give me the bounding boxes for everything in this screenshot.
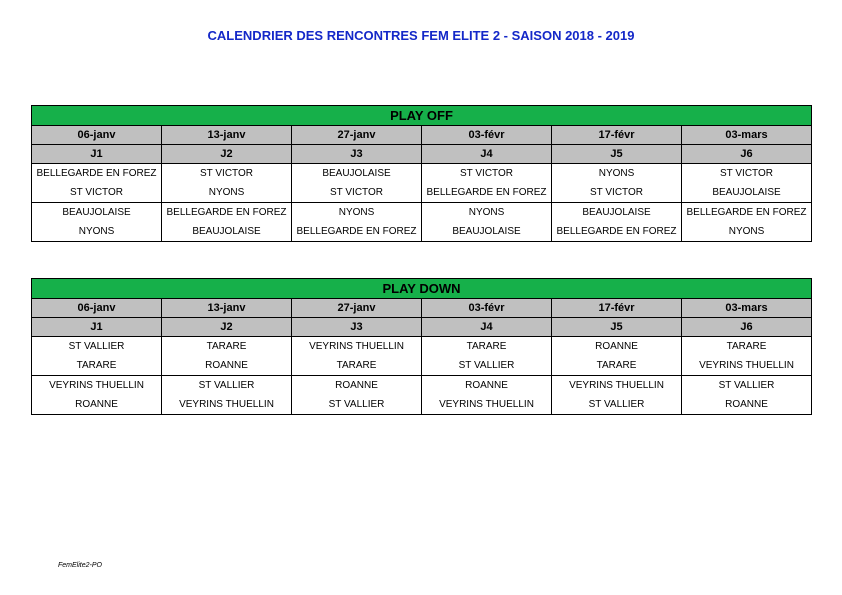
team-cell: ST VALLIER bbox=[32, 337, 162, 357]
team-cell: VEYRINS THUELLIN bbox=[32, 376, 162, 396]
date-header-row bbox=[32, 299, 812, 318]
team-cell: ROANNE bbox=[292, 376, 422, 396]
team-cell: TARARE bbox=[422, 337, 552, 357]
date-header: 03-févr bbox=[422, 299, 552, 318]
team-cell: BEAUJOLAISE bbox=[162, 222, 292, 242]
section-title: PLAY OFF bbox=[32, 106, 812, 126]
team-cell: ROANNE bbox=[32, 395, 162, 415]
team-cell: NYONS bbox=[292, 203, 422, 223]
matchday-header: J3 bbox=[292, 145, 422, 164]
date-header: 03-févr bbox=[422, 126, 552, 145]
team-cell: ST VALLIER bbox=[422, 356, 552, 376]
play-off-table bbox=[31, 105, 812, 242]
team-cell: ROANNE bbox=[162, 356, 292, 376]
date-header: 06-janv bbox=[32, 126, 162, 145]
matchday-header: J5 bbox=[552, 318, 682, 337]
date-header: 13-janv bbox=[162, 126, 292, 145]
team-cell: BELLEGARDE EN FOREZ bbox=[162, 203, 292, 223]
table-row bbox=[32, 395, 812, 415]
team-cell: VEYRINS THUELLIN bbox=[292, 337, 422, 357]
matchday-header: J2 bbox=[162, 145, 292, 164]
team-cell: NYONS bbox=[162, 183, 292, 203]
team-cell: TARARE bbox=[162, 337, 292, 357]
date-header: 27-janv bbox=[292, 126, 422, 145]
date-header: 17-févr bbox=[552, 126, 682, 145]
team-cell: ROANNE bbox=[552, 337, 682, 357]
team-cell: BELLEGARDE EN FOREZ bbox=[292, 222, 422, 242]
team-cell: BEAUJOLAISE bbox=[552, 203, 682, 223]
team-cell: BEAUJOLAISE bbox=[292, 164, 422, 184]
team-cell: VEYRINS THUELLIN bbox=[682, 356, 812, 376]
team-cell: BELLEGARDE EN FOREZ bbox=[682, 203, 812, 223]
team-cell: ST VICTOR bbox=[162, 164, 292, 184]
team-cell: ST VICTOR bbox=[552, 183, 682, 203]
team-cell: NYONS bbox=[32, 222, 162, 242]
section-header-row bbox=[32, 106, 812, 126]
table-row bbox=[32, 164, 812, 184]
matchday-header: J3 bbox=[292, 318, 422, 337]
matchday-header-row bbox=[32, 318, 812, 337]
matchday-header: J2 bbox=[162, 318, 292, 337]
date-header: 03-mars bbox=[682, 299, 812, 318]
date-header: 27-janv bbox=[292, 299, 422, 318]
matchday-header-row bbox=[32, 145, 812, 164]
table-row bbox=[32, 222, 812, 242]
team-cell: NYONS bbox=[552, 164, 682, 184]
team-cell: BEAUJOLAISE bbox=[32, 203, 162, 223]
team-cell: ST VALLIER bbox=[682, 376, 812, 396]
team-cell: TARARE bbox=[292, 356, 422, 376]
team-cell: ST VICTOR bbox=[292, 183, 422, 203]
date-header: 13-janv bbox=[162, 299, 292, 318]
page-title: CALENDRIER DES RENCONTRES FEM ELITE 2 - SAISON 2018 - 2019 bbox=[207, 28, 635, 43]
team-cell: ST VICTOR bbox=[422, 164, 552, 184]
team-cell: ST VALLIER bbox=[552, 395, 682, 415]
team-cell: VEYRINS THUELLIN bbox=[162, 395, 292, 415]
team-cell: BELLEGARDE EN FOREZ bbox=[552, 222, 682, 242]
team-cell: ST VALLIER bbox=[292, 395, 422, 415]
section-title: PLAY DOWN bbox=[32, 279, 812, 299]
team-cell: TARARE bbox=[32, 356, 162, 376]
matchday-header: J6 bbox=[682, 318, 812, 337]
team-cell: NYONS bbox=[682, 222, 812, 242]
team-cell: ST VICTOR bbox=[32, 183, 162, 203]
team-cell: BELLEGARDE EN FOREZ bbox=[422, 183, 552, 203]
table-row bbox=[32, 183, 812, 203]
matchday-header: J5 bbox=[552, 145, 682, 164]
team-cell: ST VICTOR bbox=[682, 164, 812, 184]
team-cell: BEAUJOLAISE bbox=[682, 183, 812, 203]
matchday-header: J4 bbox=[422, 145, 552, 164]
team-cell: TARARE bbox=[682, 337, 812, 357]
table-row bbox=[32, 356, 812, 376]
play-down-table bbox=[31, 278, 812, 415]
footer-note: FemElite2-PO bbox=[58, 562, 102, 569]
table-row bbox=[32, 337, 812, 357]
date-header-row bbox=[32, 126, 812, 145]
matchday-header: J1 bbox=[32, 318, 162, 337]
team-cell: BELLEGARDE EN FOREZ bbox=[32, 164, 162, 184]
team-cell: VEYRINS THUELLIN bbox=[552, 376, 682, 396]
team-cell: TARARE bbox=[552, 356, 682, 376]
section-header-row bbox=[32, 279, 812, 299]
team-cell: ROANNE bbox=[422, 376, 552, 396]
date-header: 06-janv bbox=[32, 299, 162, 318]
table-row bbox=[32, 203, 812, 223]
team-cell: VEYRINS THUELLIN bbox=[422, 395, 552, 415]
team-cell: ROANNE bbox=[682, 395, 812, 415]
team-cell: BEAUJOLAISE bbox=[422, 222, 552, 242]
team-cell: ST VALLIER bbox=[162, 376, 292, 396]
date-header: 03-mars bbox=[682, 126, 812, 145]
matchday-header: J4 bbox=[422, 318, 552, 337]
team-cell: NYONS bbox=[422, 203, 552, 223]
table-row bbox=[32, 376, 812, 396]
matchday-header: J1 bbox=[32, 145, 162, 164]
matchday-header: J6 bbox=[682, 145, 812, 164]
date-header: 17-févr bbox=[552, 299, 682, 318]
